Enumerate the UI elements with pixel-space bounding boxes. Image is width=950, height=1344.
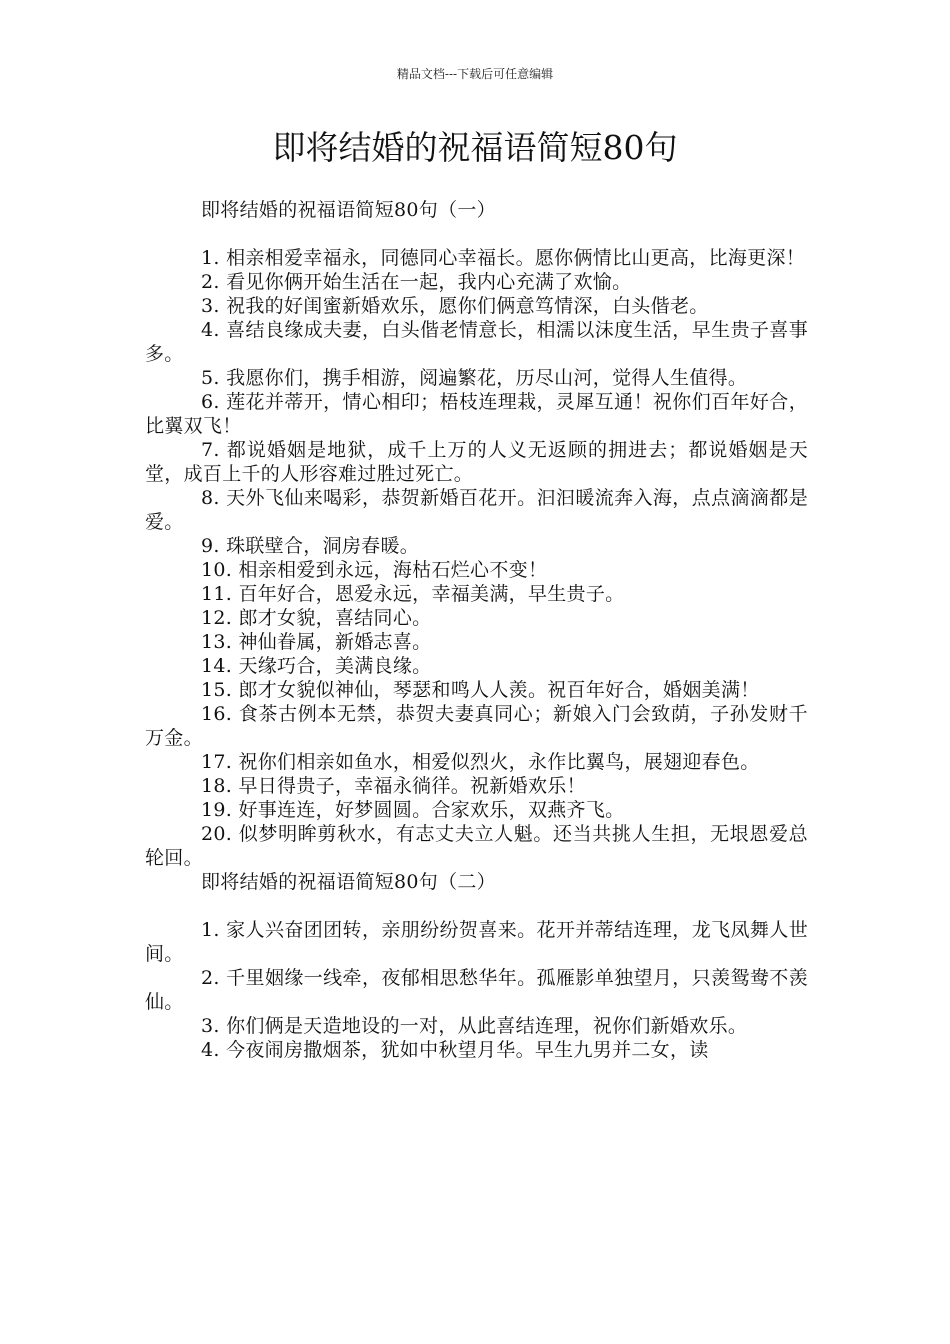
list-item: 14. 天缘巧合，美满良缘。 xyxy=(201,655,432,677)
document-body xyxy=(145,198,808,1062)
list-item: 8. 天外飞仙来喝彩，恭贺新婚百花开。汩汩暖流奔入海，点点滴滴都是爱。 xyxy=(145,487,808,533)
list-item: 1. 家人兴奋团团转，亲朋纷纷贺喜来。花开并蒂结连理，龙飞凤舞人世间。 xyxy=(145,919,808,965)
list-item: 13. 神仙眷属，新婚志喜。 xyxy=(201,631,432,653)
list-item: 16. 食茶古例本无禁，恭贺夫妻真同心；新娘入门会致荫，子孙发财千万金。 xyxy=(145,703,808,749)
list-item: 3. 祝我的好闺蜜新婚欢乐，愿你们俩意笃情深，白头偕老。 xyxy=(201,295,709,317)
list-item: 4. 今夜闹房撒烟茶，犹如中秋望月华。早生九男并二女，读 xyxy=(201,1039,709,1061)
list-item: 4. 喜结良缘成夫妻，白头偕老情意长，相濡以沫度生活，早生贵子喜事多。 xyxy=(145,319,808,365)
blessing-list-2 xyxy=(145,918,808,1062)
list-item: 2. 看见你俩开始生活在一起，我内心充满了欢愉。 xyxy=(201,271,632,293)
list-item: 19. 好事连连，好梦圆圆。合家欢乐，双燕齐飞。 xyxy=(201,799,625,821)
blessing-list-1 xyxy=(145,246,808,870)
list-item: 9. 珠联壁合，洞房春暖。 xyxy=(201,535,420,557)
list-item: 12. 郎才女貌，喜结同心。 xyxy=(201,607,432,629)
list-item: 1. 相亲相爱幸福永，同德同心幸福长。愿你俩情比山更高，比海更深！ xyxy=(201,247,806,269)
list-item: 7. 都说婚姻是地狱，成千上万的人义无返顾的拥进去；都说婚姻是天堂，成百上千的人形容难过胜过死亡。 xyxy=(145,439,808,485)
list-item: 17. 祝你们相亲如鱼水，相爱似烈火，永作比翼鸟，展翅迎春色。 xyxy=(201,751,760,773)
header-note: 精品文档---下载后可任意编辑 xyxy=(396,67,554,81)
list-item: 20. 似梦明眸剪秋水，有志丈夫立人魁。还当共挑人生担，无垠恩爱总轮回。 xyxy=(145,823,808,869)
document-title: 即将结婚的祝福语简短80句 xyxy=(272,128,678,167)
section-heading-2: 即将结婚的祝福语简短80句（二） xyxy=(201,871,496,893)
list-item: 10. 相亲相爱到永远，海枯石烂心不变！ xyxy=(201,559,548,581)
list-item: 3. 你们俩是天造地设的一对，从此喜结连理，祝你们新婚欢乐。 xyxy=(201,1015,748,1037)
list-item: 18. 早日得贵子，幸福永徜徉。祝新婚欢乐！ xyxy=(201,775,586,797)
section-heading-1: 即将结婚的祝福语简短80句（一） xyxy=(201,199,496,221)
list-item: 5. 我愿你们，携手相游，阅遍繁花，历尽山河，觉得人生值得。 xyxy=(201,367,748,389)
list-item: 2. 千里姻缘一线牵，夜郁相思愁华年。孤雁影单独望月，只羡鸳鸯不羡仙。 xyxy=(145,967,808,1013)
list-item: 15. 郎才女貌似神仙，琴瑟和鸣人人羡。祝百年好合，婚姻美满！ xyxy=(201,679,760,701)
list-item: 11. 百年好合，恩爱永远，幸福美满，早生贵子。 xyxy=(201,583,625,605)
list-item: 6. 莲花并蒂开，情心相印；梧枝连理栽，灵犀互通！祝你们百年好合，比翼双飞！ xyxy=(145,391,808,437)
